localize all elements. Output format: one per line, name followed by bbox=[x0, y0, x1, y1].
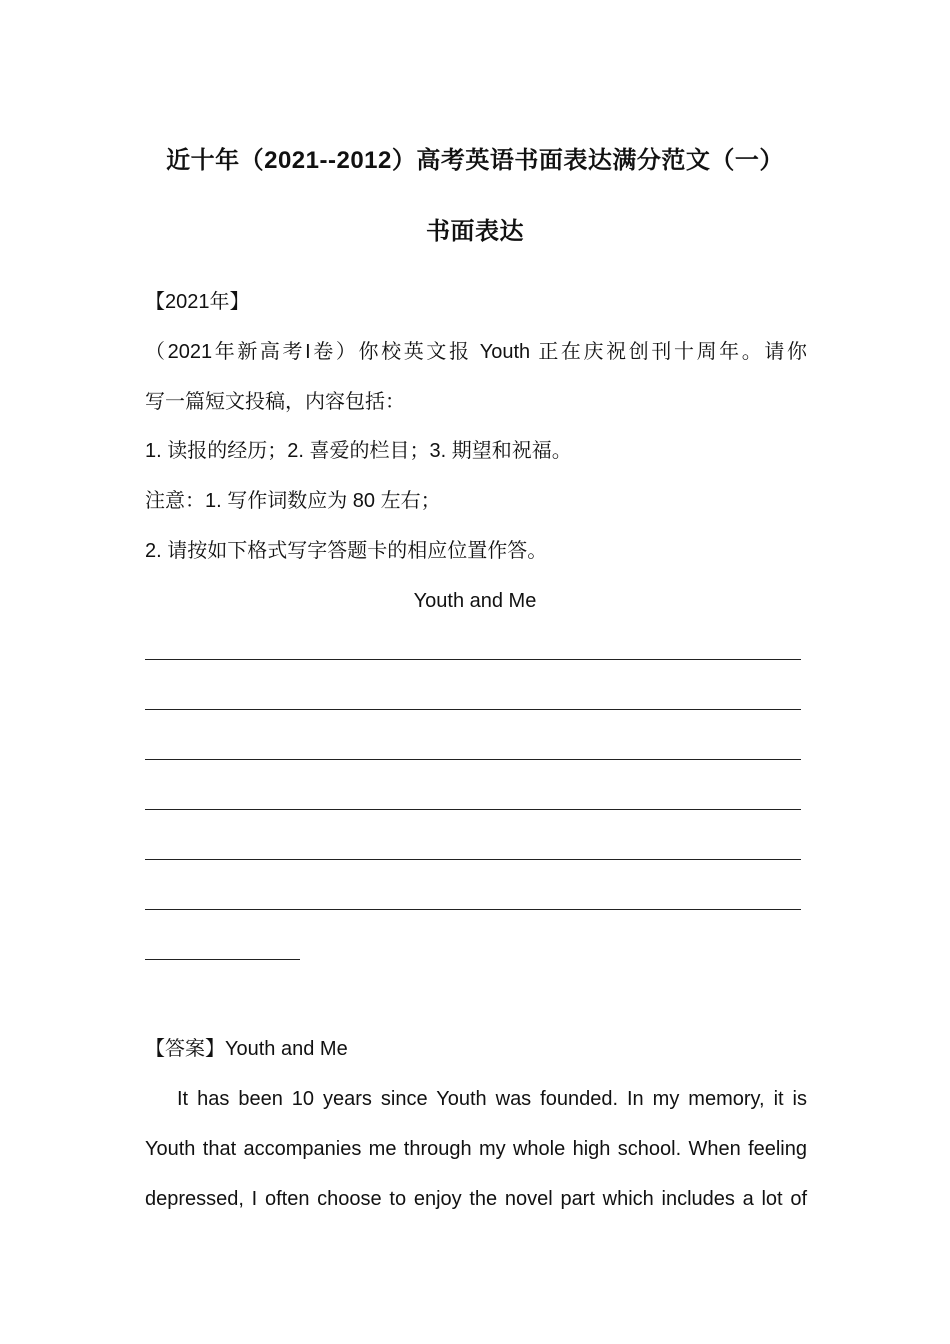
answer-paragraph-line-3: depressed, I often choose to enjoy the novel part which includes a lot of bbox=[145, 1188, 807, 1210]
answer-paragraph-line-1: It has been 10 years since Youth was founded. In my memory, it is bbox=[177, 1088, 807, 1110]
answer-label: 【答案】Youth and Me bbox=[145, 1038, 348, 1060]
answer-paragraph-line-2: Youth that accompanies me through my whole high school. When feeling bbox=[145, 1138, 807, 1160]
answer-blank-line bbox=[145, 659, 801, 660]
answer-blank-line bbox=[145, 859, 801, 860]
answer-blank-line-short bbox=[145, 959, 300, 960]
section-title: 书面表达 bbox=[426, 218, 524, 245]
answer-blank-line bbox=[145, 909, 801, 910]
answer-blank-line bbox=[145, 709, 801, 710]
page-title: 近十年（2021--2012）高考英语书面表达满分范文（一） bbox=[166, 147, 784, 174]
prompt-line-2: 写一篇短文投稿，内容包括： bbox=[145, 391, 405, 413]
note-line-1: 注意：1. 写作词数应为 80 左右； bbox=[145, 490, 441, 512]
year-tag: 【2021年】 bbox=[145, 291, 250, 313]
note-line-2: 2. 请按如下格式写字答题卡的相应位置作答。 bbox=[145, 540, 548, 562]
prompt-line-3: 1. 读报的经历；2. 喜爱的栏目；3. 期望和祝福。 bbox=[145, 440, 572, 462]
prompt-line-1: （2021年新高考I卷）你校英文报 Youth 正在庆祝创刊十周年。请你 bbox=[145, 341, 807, 363]
answer-blank-line bbox=[145, 759, 801, 760]
answer-blank-line bbox=[145, 809, 801, 810]
essay-title: Youth and Me bbox=[413, 590, 537, 612]
